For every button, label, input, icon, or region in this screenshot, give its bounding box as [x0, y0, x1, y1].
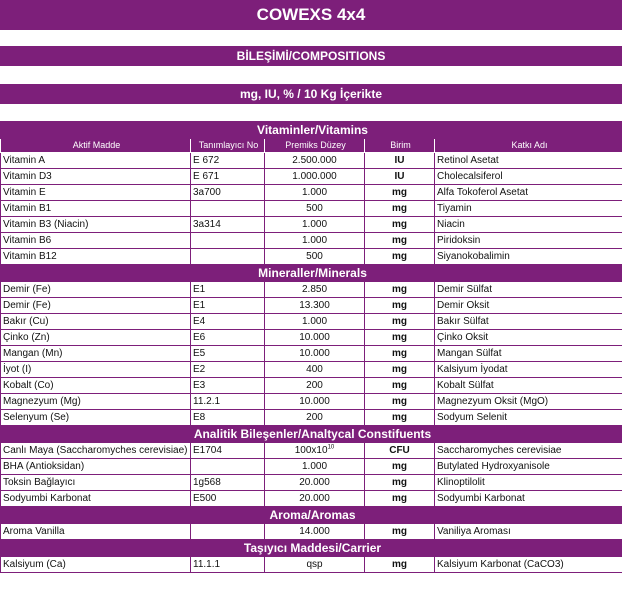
- units-header: mg, IU, % / 10 Kg İçerikte: [0, 84, 622, 104]
- active-ingredient: Vitamin E: [1, 185, 191, 201]
- active-ingredient: İyot (I): [1, 362, 191, 378]
- table-row: [1, 378, 622, 394]
- additive-name: Niacin: [435, 217, 622, 233]
- active-ingredient: Vitamin B6: [1, 233, 191, 249]
- identifier-no: E1704: [191, 443, 265, 459]
- active-ingredient: Kobalt (Co): [1, 378, 191, 394]
- active-ingredient: Kalsiyum (Ca): [1, 557, 191, 573]
- premix-level: 200: [265, 378, 365, 394]
- section-header: [1, 507, 622, 524]
- identifier-no: E5: [191, 346, 265, 362]
- table-row: [1, 169, 622, 185]
- identifier-no: E1: [191, 282, 265, 298]
- identifier-no: [191, 524, 265, 540]
- section-title: Taşıyıcı Maddesi/Carrier: [1, 540, 622, 557]
- table-row: [1, 282, 622, 298]
- table-row: [1, 475, 622, 491]
- additive-name: Sodyumbi Karbonat: [435, 491, 622, 507]
- active-ingredient: Bakır (Cu): [1, 314, 191, 330]
- premix-level: 2.500.000: [265, 153, 365, 169]
- table-row: [1, 233, 622, 249]
- additive-name: Sodyum Selenit: [435, 410, 622, 426]
- active-ingredient: Mangan (Mn): [1, 346, 191, 362]
- table-row: [1, 443, 622, 459]
- premix-level: 1.000: [265, 314, 365, 330]
- unit: mg: [365, 410, 435, 426]
- section-title: Analitik Bileşenler/Analtycal Constifuents: [1, 426, 622, 443]
- active-ingredient: Vitamin A: [1, 153, 191, 169]
- composition-table: [0, 121, 622, 573]
- section-title: Mineraller/Minerals: [1, 265, 622, 282]
- premix-level: 20.000: [265, 475, 365, 491]
- additive-name: Vaniliya Aroması: [435, 524, 622, 540]
- table-row: [1, 314, 622, 330]
- additive-name: Kalsiyum İyodat: [435, 362, 622, 378]
- section-header: [1, 540, 622, 557]
- active-ingredient: Toksin Bağlayıcı: [1, 475, 191, 491]
- table-row: [1, 491, 622, 507]
- unit: mg: [365, 282, 435, 298]
- unit: CFU: [365, 443, 435, 459]
- unit: mg: [365, 185, 435, 201]
- premix-level: 1.000: [265, 185, 365, 201]
- additive-name: Tiyamin: [435, 201, 622, 217]
- identifier-no: E6: [191, 330, 265, 346]
- active-ingredient: Magnezyum (Mg): [1, 394, 191, 410]
- table-row: [1, 410, 622, 426]
- identifier-no: E2: [191, 362, 265, 378]
- active-ingredient: Selenyum (Se): [1, 410, 191, 426]
- identifier-no: E8: [191, 410, 265, 426]
- unit: mg: [365, 298, 435, 314]
- unit: mg: [365, 475, 435, 491]
- active-ingredient: Vitamin D3: [1, 169, 191, 185]
- table-row: [1, 217, 622, 233]
- additive-name: Kobalt Sülfat: [435, 378, 622, 394]
- premix-level: $100x10^{10}$: [265, 443, 365, 459]
- section-header: [1, 265, 622, 282]
- premix-level: 500: [265, 249, 365, 265]
- identifier-no: 11.2.1: [191, 394, 265, 410]
- premix-level: 1.000: [265, 217, 365, 233]
- unit: mg: [365, 217, 435, 233]
- unit: mg: [365, 314, 435, 330]
- premix-level: 500: [265, 201, 365, 217]
- additive-name: Butylated Hydroxyanisole: [435, 459, 622, 475]
- product-title: COWEXS 4x4: [0, 0, 622, 30]
- premix-level: 2.850: [265, 282, 365, 298]
- active-ingredient: Demir (Fe): [1, 298, 191, 314]
- unit: mg: [365, 378, 435, 394]
- table-row: [1, 249, 622, 265]
- active-ingredient: Vitamin B3 (Niacin): [1, 217, 191, 233]
- additive-name: Siyanokobalimin: [435, 249, 622, 265]
- unit: mg: [365, 249, 435, 265]
- premix-level: 1.000.000: [265, 169, 365, 185]
- unit: mg: [365, 491, 435, 507]
- additive-name: Demir Sülfat: [435, 282, 622, 298]
- premix-level: 1.000: [265, 459, 365, 475]
- identifier-no: E500: [191, 491, 265, 507]
- col-unit: Birim: [365, 139, 435, 153]
- additive-name: Demir Oksit: [435, 298, 622, 314]
- col-additive-name: Katkı Adı: [435, 139, 622, 153]
- additive-name: Magnezyum Oksit (MgO): [435, 394, 622, 410]
- identifier-no: [191, 459, 265, 475]
- identifier-no: 11.1.1: [191, 557, 265, 573]
- unit: mg: [365, 459, 435, 475]
- premix-level: 13.300: [265, 298, 365, 314]
- premix-level: 14.000: [265, 524, 365, 540]
- identifier-no: E 671: [191, 169, 265, 185]
- section-title: Aroma/Aromas: [1, 507, 622, 524]
- premix-level: 20.000: [265, 491, 365, 507]
- active-ingredient: BHA (Antioksidan): [1, 459, 191, 475]
- premix-level: 10.000: [265, 346, 365, 362]
- identifier-no: 3a314: [191, 217, 265, 233]
- table-row: [1, 346, 622, 362]
- active-ingredient: Sodyumbi Karbonat: [1, 491, 191, 507]
- additive-name: Saccharomyches cerevisiae: [435, 443, 622, 459]
- unit: mg: [365, 330, 435, 346]
- identifier-no: 1g568: [191, 475, 265, 491]
- active-ingredient: Aroma Vanilla: [1, 524, 191, 540]
- unit: mg: [365, 362, 435, 378]
- identifier-no: E 672: [191, 153, 265, 169]
- table-row: [1, 362, 622, 378]
- additive-name: Kalsiyum Karbonat (CaCO3): [435, 557, 622, 573]
- section-header: [1, 122, 622, 139]
- additive-name: Cholecalsiferol: [435, 169, 622, 185]
- unit: IU: [365, 169, 435, 185]
- unit: IU: [365, 153, 435, 169]
- active-ingredient: Demir (Fe): [1, 282, 191, 298]
- unit: mg: [365, 233, 435, 249]
- active-ingredient: Vitamin B1: [1, 201, 191, 217]
- unit: mg: [365, 524, 435, 540]
- premix-level: 400: [265, 362, 365, 378]
- col-active-ingredient: Aktif Madde: [1, 139, 191, 153]
- table-row: [1, 201, 622, 217]
- section-title: Vitaminler/Vitamins: [1, 122, 622, 139]
- identifier-no: [191, 249, 265, 265]
- table-row: [1, 394, 622, 410]
- premix-level: 200: [265, 410, 365, 426]
- table-row: [1, 557, 622, 573]
- additive-name: Retinol Asetat: [435, 153, 622, 169]
- table-row: [1, 459, 622, 475]
- composition-header: BİLEŞİMİ/COMPOSITIONS: [0, 46, 622, 66]
- additive-name: Klinoptilolit: [435, 475, 622, 491]
- unit: mg: [365, 557, 435, 573]
- table-row: [1, 298, 622, 314]
- table-row: [1, 153, 622, 169]
- additive-name: Alfa Tokoferol Asetat: [435, 185, 622, 201]
- additive-name: Piridoksin: [435, 233, 622, 249]
- active-ingredient: Vitamin B12: [1, 249, 191, 265]
- active-ingredient: Canlı Maya (Saccharomyches cerevisiae): [1, 443, 191, 459]
- col-identifier-no: Tanımlayıcı No: [191, 139, 265, 153]
- unit: mg: [365, 394, 435, 410]
- cfu-exponent: 10: [327, 444, 335, 451]
- additive-name: Çinko Oksit: [435, 330, 622, 346]
- additive-name: Bakır Sülfat: [435, 314, 622, 330]
- table-row: [1, 524, 622, 540]
- table-row: [1, 185, 622, 201]
- additive-name: Mangan Sülfat: [435, 346, 622, 362]
- table-row: [1, 330, 622, 346]
- identifier-no: [191, 233, 265, 249]
- identifier-no: E1: [191, 298, 265, 314]
- column-header-row: [1, 139, 622, 153]
- identifier-no: E3: [191, 378, 265, 394]
- identifier-no: E4: [191, 314, 265, 330]
- identifier-no: 3a700: [191, 185, 265, 201]
- premix-level: qsp: [265, 557, 365, 573]
- premix-level: 10.000: [265, 330, 365, 346]
- section-header: [1, 426, 622, 443]
- premix-level: 10.000: [265, 394, 365, 410]
- col-premix-level: Premiks Düzey: [265, 139, 365, 153]
- premix-level: 1.000: [265, 233, 365, 249]
- identifier-no: [191, 201, 265, 217]
- unit: mg: [365, 201, 435, 217]
- active-ingredient: Çinko (Zn): [1, 330, 191, 346]
- unit: mg: [365, 346, 435, 362]
